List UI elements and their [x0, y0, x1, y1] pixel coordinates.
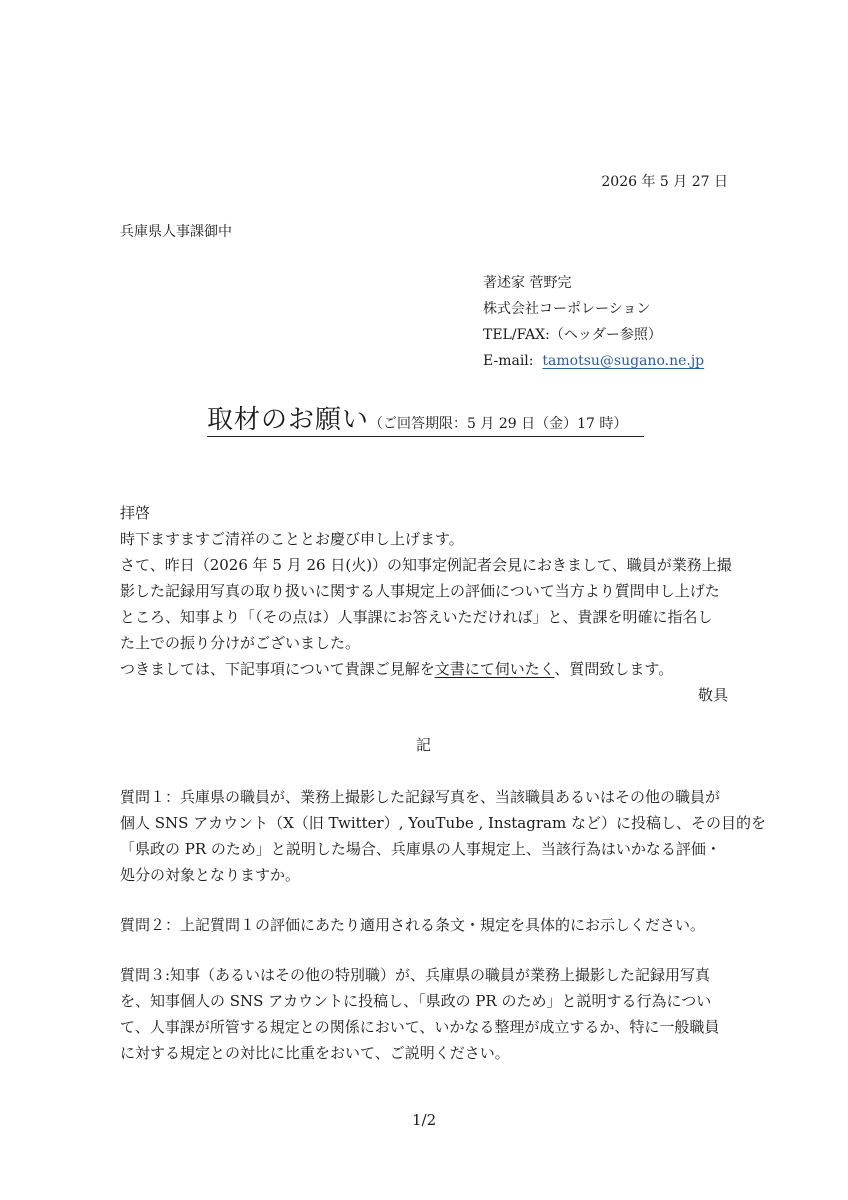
recipient-name: 兵庫県人事課御中 — [120, 224, 232, 240]
sender-telfax: TEL/FAX:（ヘッダー参照） — [483, 327, 662, 343]
sender-name: 著述家 菅野完 — [483, 275, 572, 291]
question-line: を、知事個人の SNS アカウントに投稿し、「県政の PR のため」と説明する行為につい — [120, 992, 712, 1010]
request-pre: つきましては、下記事項について貴課ご見解を — [120, 660, 435, 678]
body-line-request — [120, 656, 730, 682]
body-line: た上での振り分けがございました。 — [120, 634, 361, 652]
email-link[interactable]: tamotsu@sugano.ne.jp — [542, 353, 705, 369]
question-2 — [120, 912, 730, 938]
question-line: 個人 SNS アカウント（X（旧 Twitter）, YouTube , Instagram など）に投稿し、その目的を — [120, 814, 766, 832]
request-underlined: 文書にて伺いたく — [434, 660, 555, 678]
question-line: に対する規定との対比に比重をおいて、ご説明ください。 — [120, 1044, 510, 1062]
document-title — [207, 404, 644, 437]
question-line: 質問１：兵庫県の職員が、業務上撮影した記録写真を、当該職員あるいはその他の職員が — [120, 788, 721, 806]
question-line: て、人事課が所管する規定との関係において、いかなる整理が成立するか、特に一般職員 — [120, 1018, 720, 1036]
question-1 — [120, 784, 766, 888]
email-label: E-mail: — [483, 353, 534, 369]
document-date: 2026 年 5 月 27 日 — [601, 174, 728, 190]
title-main: 取材のお願い — [207, 405, 370, 435]
body-line: 影した記録用写真の取り扱いに関する人事規定上の評価について当方より質問申し上げた — [120, 582, 720, 600]
body-line: ところ、知事より「（その点は）人事課にお答えいただければ」と、貴課を明確に指名し — [120, 608, 713, 626]
ki-heading: 記 — [416, 736, 432, 754]
page-number: 1/2 — [412, 1111, 437, 1129]
title-deadline: （ご回答期限：5 月 29 日（金）17 時） — [369, 416, 628, 432]
question-line: 質問２：上記質問１の評価にあたり適用される条文・規定を具体的にお示しください。 — [120, 916, 706, 934]
body-line: さて、昨日（2026 年 5 月 26 日(火)）の知事定例記者会見におきまして、職員が業務上撮 — [120, 556, 732, 574]
body-line: 時下ますますご清祥のこととお慶び申し上げます。 — [120, 530, 464, 548]
sender-company: 株式会社コーポレーション — [483, 301, 651, 317]
sender-email-line — [483, 348, 704, 374]
sender-block — [483, 270, 704, 374]
question-line: 質問３:知事（あるいはその他の特別職）が、兵庫県の職員が業務上撮影した記録用写真 — [120, 966, 711, 984]
question-3 — [120, 962, 730, 1066]
closing-salutation: 敬具 — [697, 686, 728, 704]
request-post: 、質問致します。 — [554, 660, 674, 678]
question-line: 「県政の PR のため」と説明した場合、兵庫県の人事規定上、当該行為はいかなる評価・ — [120, 840, 721, 858]
opening-greeting: 拝啓 — [120, 504, 151, 522]
question-line: 処分の対象となりますか。 — [120, 866, 301, 884]
letter-body — [120, 500, 730, 682]
